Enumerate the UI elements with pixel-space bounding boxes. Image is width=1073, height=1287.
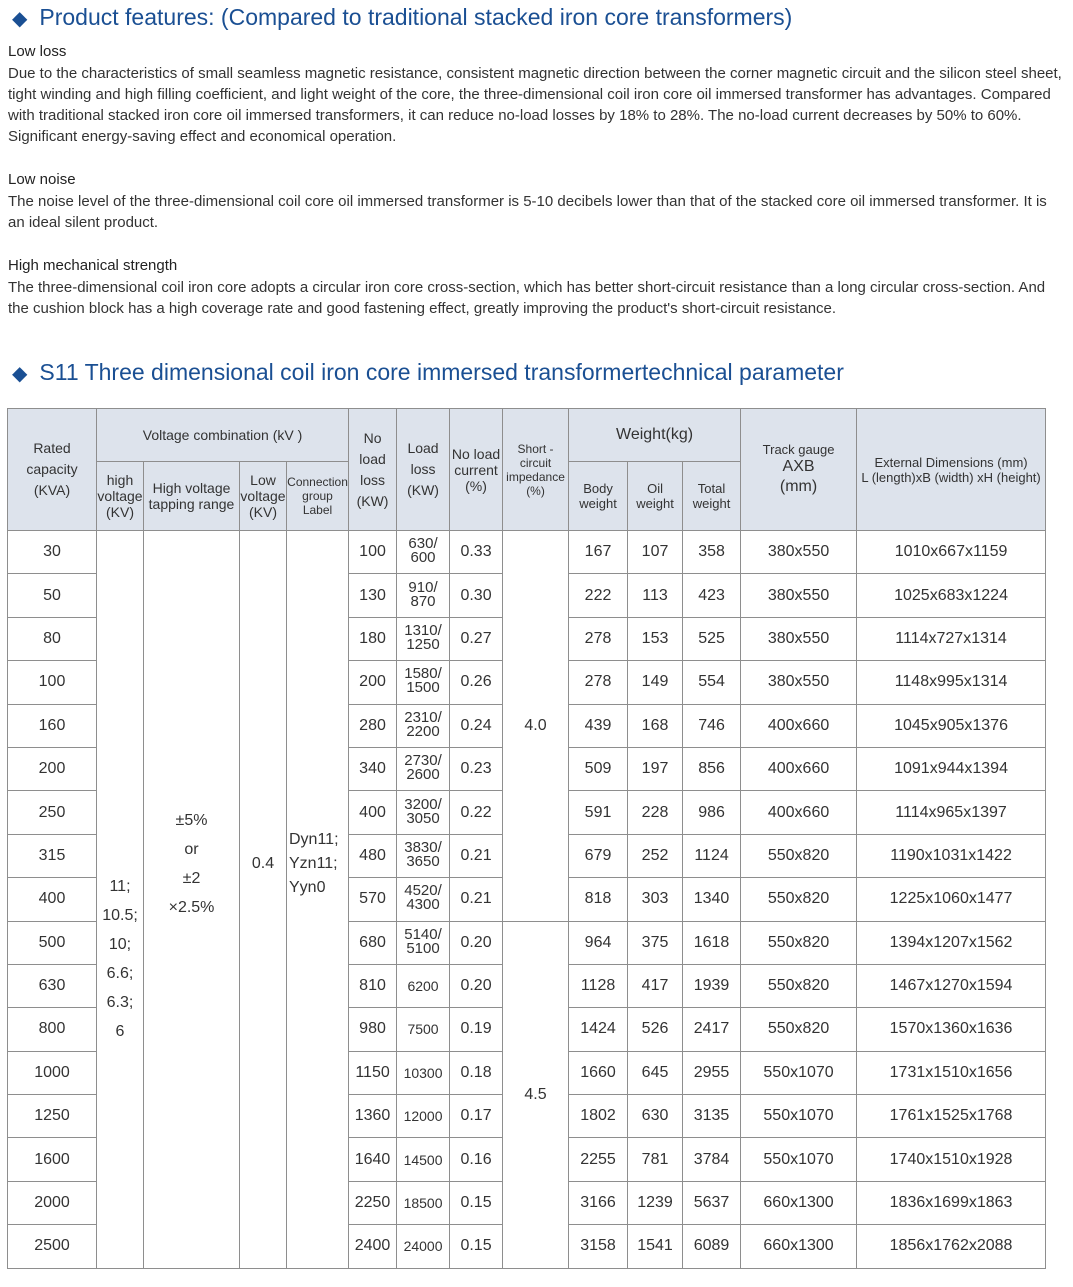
section-body-low-noise: The noise level of the three-dimensional coil core oil immersed transformer is 5-10 decibels lower than that of the stacked core oil immersed transformer. It is an ideal silent product.: [8, 193, 1047, 231]
header-connection-group: Connection group Label: [287, 462, 349, 531]
load-loss-fraction: [404, 884, 442, 912]
table-row: [8, 531, 1046, 574]
load-loss-top: 2730/: [404, 752, 442, 770]
cell-oil-weight: 113: [628, 574, 683, 617]
cell-no-load-loss: 400: [349, 791, 397, 834]
section-title-mechanical-strength: High mechanical strength: [8, 257, 178, 274]
cell-total-weight: 1939: [683, 964, 741, 1007]
cell-oil-weight: 526: [628, 1008, 683, 1051]
cell-load-loss: [397, 747, 450, 790]
cell-rated-capacity: 1250: [8, 1095, 97, 1138]
cell-track-gauge: 550x1070: [741, 1051, 857, 1094]
cell-rated-capacity: 2500: [8, 1225, 97, 1268]
cell-no-load-loss: 2400: [349, 1225, 397, 1268]
cell-external-dimensions: 1225x1060x1477: [857, 878, 1046, 921]
cell-high-voltage-line: 10;: [108, 936, 132, 954]
header-no-load-current: No load current (%): [450, 409, 503, 531]
cell-total-weight: 6089: [683, 1225, 741, 1268]
cell-oil-weight: 645: [628, 1051, 683, 1094]
load-loss-fraction: [404, 838, 442, 870]
cell-load-loss: [397, 661, 450, 704]
cell-impedance-b: 4.5: [503, 921, 569, 1268]
cell-connection-group-line: Yyn0: [289, 879, 326, 897]
cell-rated-capacity: 630: [8, 964, 97, 1007]
ext-dim-label: External Dimensions (mm): [874, 454, 1028, 470]
load-loss-bottom: 4300: [406, 896, 440, 914]
cell-rated-capacity: 400: [8, 878, 97, 921]
cell-load-loss: [397, 617, 450, 660]
cell-oil-weight: 168: [628, 704, 683, 747]
cell-load-loss: [397, 791, 450, 834]
cell-track-gauge: 550x820: [741, 964, 857, 1007]
load-loss-top: 2310/: [404, 708, 442, 726]
cell-body-weight: 1802: [569, 1095, 628, 1138]
cell-body-weight: 3166: [569, 1181, 628, 1224]
header-low-voltage: Low voltage (KV): [240, 462, 287, 531]
cell-total-weight: 3135: [683, 1095, 741, 1138]
cell-no-load-current: 0.22: [450, 791, 503, 834]
cell-track-gauge: 550x820: [741, 834, 857, 877]
cell-body-weight: 222: [569, 574, 628, 617]
load-loss-fraction: [404, 925, 442, 957]
cell-high-voltage-line: 6.3;: [106, 994, 134, 1012]
cell-rated-capacity: 800: [8, 1008, 97, 1051]
cell-track-gauge: 380x550: [741, 661, 857, 704]
header-tapping-range: High voltage tapping range: [144, 462, 240, 531]
cell-no-load-loss: 680: [349, 921, 397, 964]
cell-body-weight: 1660: [569, 1051, 628, 1094]
cell-rated-capacity: 30: [8, 531, 97, 574]
diamond-bullet-icon: ◆: [12, 363, 28, 385]
cell-high-voltage-line: 6: [115, 1023, 125, 1041]
cell-rated-capacity: 80: [8, 617, 97, 660]
cell-connection-group: [287, 531, 349, 1269]
cell-track-gauge: 660x1300: [741, 1181, 857, 1224]
header-no-load-loss: No load loss (KW): [349, 409, 397, 531]
cell-total-weight: 554: [683, 661, 741, 704]
cell-total-weight: 358: [683, 531, 741, 574]
cell-total-weight: 1340: [683, 878, 741, 921]
cell-no-load-current: 0.19: [450, 1008, 503, 1051]
header-load-loss: Load loss (KW): [397, 409, 450, 531]
cell-total-weight: 1618: [683, 921, 741, 964]
header-high-voltage: high voltage (KV): [97, 462, 144, 531]
load-loss-fraction: [404, 667, 442, 695]
cell-no-load-current: 0.21: [450, 834, 503, 877]
cell-total-weight: 2417: [683, 1008, 741, 1051]
cell-total-weight: 2955: [683, 1051, 741, 1094]
cell-body-weight: 509: [569, 747, 628, 790]
load-loss-top: 4520/: [404, 882, 442, 900]
cell-load-loss: 24000: [397, 1225, 450, 1268]
parameter-table: [7, 408, 1046, 1269]
cell-load-loss: [397, 834, 450, 877]
cell-body-weight: 278: [569, 617, 628, 660]
cell-oil-weight: 197: [628, 747, 683, 790]
cell-no-load-current: 0.18: [450, 1051, 503, 1094]
load-loss-fraction: [408, 537, 437, 565]
header-total-weight: Total weight: [683, 462, 741, 531]
cell-total-weight: 746: [683, 704, 741, 747]
load-loss-fraction: [404, 708, 442, 740]
load-loss-bottom: 2600: [406, 766, 440, 784]
cell-no-load-loss: 2250: [349, 1181, 397, 1224]
cell-track-gauge: 380x550: [741, 531, 857, 574]
cell-oil-weight: 375: [628, 921, 683, 964]
cell-body-weight: 679: [569, 834, 628, 877]
diamond-bullet-icon: ◆: [12, 8, 28, 30]
cell-rated-capacity: 100: [8, 661, 97, 704]
header-voltage-combination: Voltage combination (kV ): [97, 409, 349, 462]
header-track-gauge: [741, 409, 857, 531]
load-loss-top: 1580/: [404, 665, 442, 683]
cell-total-weight: 3784: [683, 1138, 741, 1181]
cell-external-dimensions: 1025x683x1224: [857, 574, 1046, 617]
cell-total-weight: 5637: [683, 1181, 741, 1224]
cell-oil-weight: 228: [628, 791, 683, 834]
cell-external-dimensions: 1394x1207x1562: [857, 921, 1046, 964]
header-body-weight: Body weight: [569, 462, 628, 531]
cell-load-loss: 14500: [397, 1138, 450, 1181]
section-body-mechanical-strength: The three-dimensional coil iron core adopts a circular iron core cross-section, which has better short-circuit resistance than a long circular cross-section. And the cushion block has a high coverage rate and good fastening effect, greatly improving the product's short-circuit resistance.: [8, 279, 1046, 317]
cell-no-load-current: 0.15: [450, 1225, 503, 1268]
track-gauge-label: Track gauge: [762, 442, 835, 457]
cell-track-gauge: 550x1070: [741, 1138, 857, 1181]
cell-oil-weight: 107: [628, 531, 683, 574]
cell-no-load-loss: 280: [349, 704, 397, 747]
cell-no-load-current: 0.17: [450, 1095, 503, 1138]
cell-no-load-loss: 1150: [349, 1051, 397, 1094]
load-loss-top: 1310/: [404, 621, 442, 639]
load-loss-bottom: 1250: [406, 635, 440, 653]
cell-oil-weight: 781: [628, 1138, 683, 1181]
cell-external-dimensions: 1836x1699x1863: [857, 1181, 1046, 1224]
load-loss-fraction: [408, 578, 438, 610]
cell-high-voltage-line: 10.5;: [102, 907, 138, 925]
features-heading: ◆ Product features: (Compared to traditional stacked iron core transformers): [12, 4, 793, 30]
cell-no-load-current: 0.23: [450, 747, 503, 790]
load-loss-top: 3200/: [404, 795, 442, 813]
cell-rated-capacity: 200: [8, 747, 97, 790]
cell-high-voltage-line: 6.6;: [106, 965, 134, 983]
cell-external-dimensions: 1731x1510x1656: [857, 1051, 1046, 1094]
header-oil-weight: Oil weight: [628, 462, 683, 531]
cell-track-gauge: 380x550: [741, 617, 857, 660]
cell-no-load-loss: 810: [349, 964, 397, 1007]
cell-tapping-range-line: ×2.5%: [168, 899, 215, 917]
cell-external-dimensions: 1467x1270x1594: [857, 964, 1046, 1007]
cell-body-weight: 1424: [569, 1008, 628, 1051]
cell-tapping-range-line: ±2: [182, 870, 201, 888]
cell-track-gauge: 550x820: [741, 878, 857, 921]
cell-no-load-loss: 340: [349, 747, 397, 790]
cell-oil-weight: 630: [628, 1095, 683, 1138]
cell-body-weight: 3158: [569, 1225, 628, 1268]
cell-track-gauge: 400x660: [741, 747, 857, 790]
cell-no-load-current: 0.15: [450, 1181, 503, 1224]
cell-no-load-current: 0.20: [450, 921, 503, 964]
load-loss-fraction: [404, 754, 442, 782]
cell-no-load-current: 0.24: [450, 704, 503, 747]
cell-external-dimensions: 1190x1031x1422: [857, 834, 1046, 877]
load-loss-bottom: 600: [410, 549, 436, 567]
cell-external-dimensions: 1091x944x1394: [857, 747, 1046, 790]
cell-body-weight: 964: [569, 921, 628, 964]
cell-body-weight: 1128: [569, 964, 628, 1007]
cell-load-loss: 7500: [397, 1008, 450, 1051]
cell-no-load-loss: 200: [349, 661, 397, 704]
cell-track-gauge: 400x660: [741, 704, 857, 747]
load-loss-top: 630/: [408, 535, 438, 553]
load-loss-bottom: 5100: [406, 939, 440, 957]
cell-no-load-loss: 570: [349, 878, 397, 921]
cell-no-load-current: 0.21: [450, 878, 503, 921]
section-title-low-loss: Low loss: [8, 43, 67, 60]
cell-rated-capacity: 250: [8, 791, 97, 834]
cell-total-weight: 1124: [683, 834, 741, 877]
cell-no-load-loss: 100: [349, 531, 397, 574]
cell-no-load-current: 0.20: [450, 964, 503, 1007]
cell-external-dimensions: 1148x995x1314: [857, 661, 1046, 704]
cell-track-gauge: 660x1300: [741, 1225, 857, 1268]
cell-rated-capacity: 315: [8, 834, 97, 877]
cell-external-dimensions: 1114x965x1397: [857, 791, 1046, 834]
cell-load-loss: [397, 531, 450, 574]
load-loss-top: 5140/: [404, 925, 442, 943]
cell-connection-group-line: Dyn11;: [289, 831, 339, 849]
cell-external-dimensions: 1570x1360x1636: [857, 1008, 1046, 1051]
header-weight: Weight(kg): [569, 409, 741, 462]
cell-load-loss: 12000: [397, 1095, 450, 1138]
cell-tapping-range: [144, 531, 240, 1269]
cell-oil-weight: 1239: [628, 1181, 683, 1224]
cell-body-weight: 2255: [569, 1138, 628, 1181]
cell-body-weight: 439: [569, 704, 628, 747]
cell-track-gauge: 550x820: [741, 921, 857, 964]
header-short-circuit-impedance: Short -circuit impedance (%): [503, 409, 569, 531]
cell-rated-capacity: 50: [8, 574, 97, 617]
cell-no-load-loss: 1360: [349, 1095, 397, 1138]
cell-no-load-loss: 480: [349, 834, 397, 877]
cell-external-dimensions: 1114x727x1314: [857, 617, 1046, 660]
cell-oil-weight: 153: [628, 617, 683, 660]
cell-load-loss: [397, 574, 450, 617]
load-loss-top: 910/: [408, 578, 438, 596]
load-loss-bottom: 1500: [406, 679, 440, 697]
cell-tapping-range-line: ±5%: [175, 812, 208, 830]
cell-body-weight: 591: [569, 791, 628, 834]
cell-high-voltage-line: 11;: [109, 878, 131, 896]
cell-load-loss: 6200: [397, 964, 450, 1007]
cell-track-gauge: 380x550: [741, 574, 857, 617]
cell-track-gauge: 550x1070: [741, 1095, 857, 1138]
cell-high-voltage: [97, 531, 144, 1269]
cell-impedance-a: 4.0: [503, 531, 569, 922]
cell-total-weight: 856: [683, 747, 741, 790]
load-loss-bottom: 870: [410, 592, 436, 610]
cell-no-load-loss: 1640: [349, 1138, 397, 1181]
cell-load-loss: [397, 878, 450, 921]
load-loss-top: 3830/: [404, 838, 442, 856]
cell-load-loss: [397, 921, 450, 964]
cell-external-dimensions: 1045x905x1376: [857, 704, 1046, 747]
cell-body-weight: 278: [569, 661, 628, 704]
cell-body-weight: 818: [569, 878, 628, 921]
cell-load-loss: 18500: [397, 1181, 450, 1224]
track-gauge-axb: AXB: [782, 458, 815, 475]
cell-rated-capacity: 1000: [8, 1051, 97, 1094]
cell-load-loss: [397, 704, 450, 747]
cell-body-weight: 167: [569, 531, 628, 574]
cell-external-dimensions: 1761x1525x1768: [857, 1095, 1046, 1138]
cell-no-load-current: 0.16: [450, 1138, 503, 1181]
header-rated-capacity: Rated capacity (KVA): [8, 409, 97, 531]
cell-rated-capacity: 1600: [8, 1138, 97, 1181]
cell-no-load-current: 0.30: [450, 574, 503, 617]
cell-external-dimensions: 1010x667x1159: [857, 531, 1046, 574]
cell-oil-weight: 1541: [628, 1225, 683, 1268]
cell-total-weight: 423: [683, 574, 741, 617]
cell-track-gauge: 400x660: [741, 791, 857, 834]
track-gauge-unit: (mm): [779, 478, 818, 495]
cell-low-voltage: 0.4: [240, 531, 287, 1269]
load-loss-fraction: [404, 621, 442, 653]
cell-oil-weight: 417: [628, 964, 683, 1007]
cell-no-load-loss: 130: [349, 574, 397, 617]
cell-no-load-current: 0.26: [450, 661, 503, 704]
table-heading: ◆ S11 Three dimensional coil iron core immersed transformertechnical parameter: [12, 359, 844, 385]
cell-no-load-current: 0.27: [450, 617, 503, 660]
cell-total-weight: 525: [683, 617, 741, 660]
cell-rated-capacity: 2000: [8, 1181, 97, 1224]
cell-load-loss: 10300: [397, 1051, 450, 1094]
header-external-dimensions: [857, 409, 1046, 531]
section-body-low-loss: Due to the characteristics of small seamless magnetic resistance, consistent magnetic direction between the corner magnetic circuit and the silicon steel sheet, tight winding and high filling coefficient, and light weight of the core, the three-dimensional coil iron core oil immersed transformer has advantages. Compared with traditional stacked iron core oil immersed transformers, it can reduce no-load losses by 18% to 28%. The no-load current decreases by 50% to 60%. Significant energy-saving effect and economical operation.: [8, 65, 1062, 145]
section-title-low-noise: Low noise: [8, 171, 76, 188]
ext-dim-sub: L (length)xB (width) xH (height): [861, 469, 1041, 485]
cell-tapping-range-line: or: [184, 841, 199, 859]
cell-no-load-loss: 180: [349, 617, 397, 660]
cell-oil-weight: 252: [628, 834, 683, 877]
cell-no-load-current: 0.33: [450, 531, 503, 574]
cell-no-load-loss: 980: [349, 1008, 397, 1051]
cell-external-dimensions: 1740x1510x1928: [857, 1138, 1046, 1181]
cell-oil-weight: 303: [628, 878, 683, 921]
cell-rated-capacity: 500: [8, 921, 97, 964]
load-loss-bottom: 3050: [406, 809, 440, 827]
cell-rated-capacity: 160: [8, 704, 97, 747]
load-loss-bottom: 2200: [406, 722, 440, 740]
cell-external-dimensions: 1856x1762x2088: [857, 1225, 1046, 1268]
cell-oil-weight: 149: [628, 661, 683, 704]
cell-total-weight: 986: [683, 791, 741, 834]
cell-track-gauge: 550x820: [741, 1008, 857, 1051]
load-loss-bottom: 3650: [406, 852, 440, 870]
load-loss-fraction: [404, 795, 442, 827]
cell-connection-group-line: Yzn11;: [289, 855, 338, 873]
